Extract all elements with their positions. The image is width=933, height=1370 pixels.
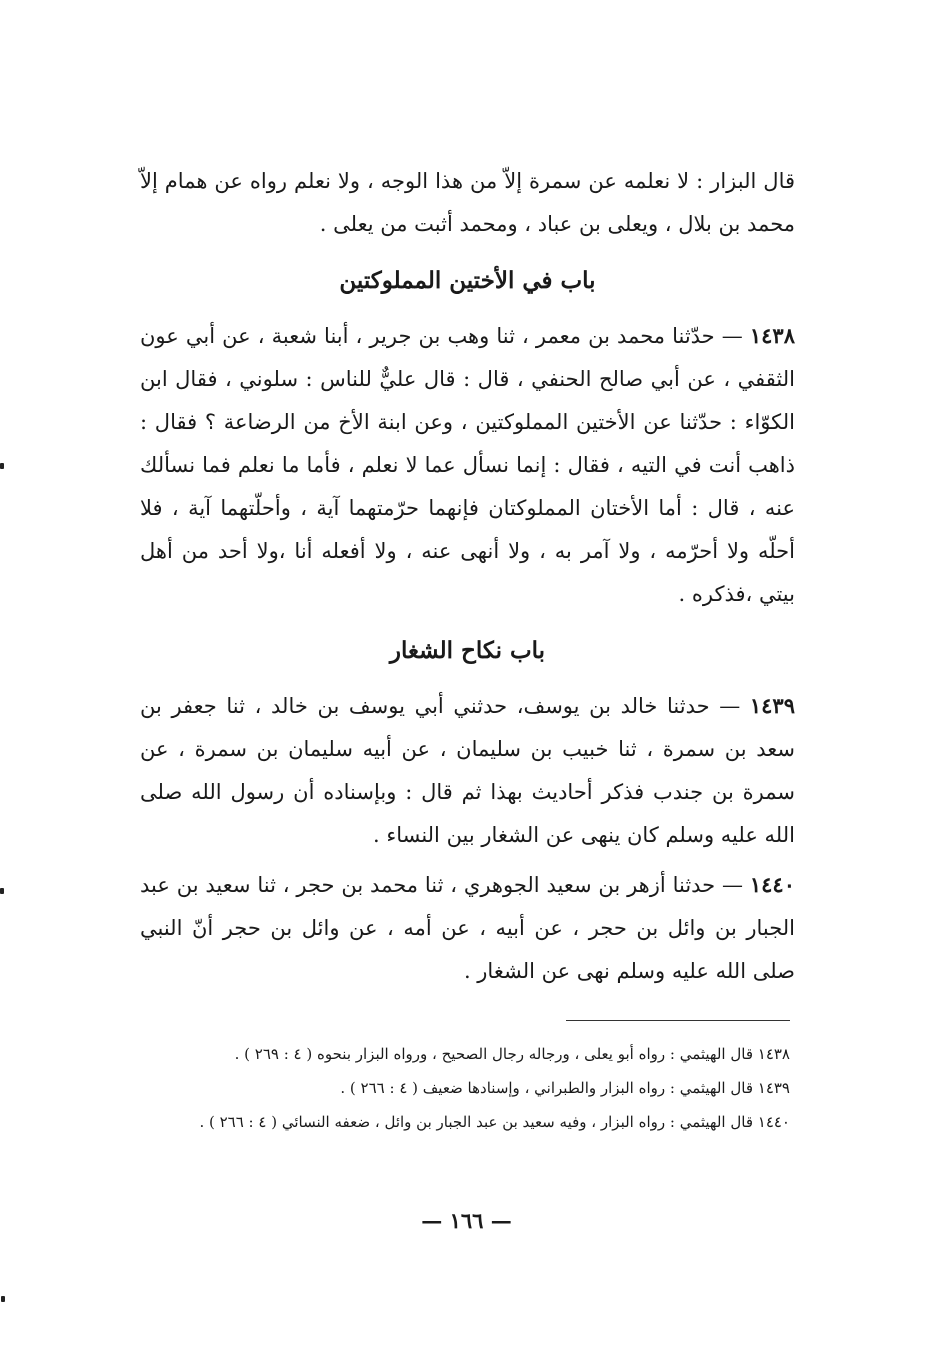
hadith-number: ١٤٤٠	[749, 872, 795, 897]
hadith-1440	[140, 863, 795, 993]
hadith-number: ١٤٣٨	[749, 323, 795, 348]
section-title-sisters: باب في الأختين المملوكتين	[339, 267, 596, 294]
hadith-1439	[140, 684, 795, 857]
footnote-divider	[566, 1020, 790, 1021]
scan-speck	[0, 463, 4, 469]
page-number: — ١٦٦ —	[421, 1208, 512, 1233]
footnote-1438: ١٤٣٨ قال الهيثمي : رواه أبو يعلى ، ورجاله رجال الصحيح ، ورواه البزار بنحوه ( ٤ : ٢٦٩ ) .	[234, 1045, 790, 1063]
footnotes	[150, 1040, 790, 1142]
hadith-text: — حدّثنا محمد بن معمر ، ثنا وهب بن جرير ، أبنا شعبة ، عن أبي عون الثقفي ، عن أبي صالح الحنفي ، قال : قال عليٌّ للناس : سلوني ، فقال ابن الكوّاء : حدّثنا عن الأختين المملوكتين ، وعن ابنة الأخ من الرضاعة ؟ فقال : ذاهب أنت في التيه ، فقال : إنما نسأل عما لا نعلم ، فأما ما نعلم فما نسألك عنه ، قال : أما الأختان المملوكتان فإنهما حرّمتهما آية ، وأحلّتهما آية ، فلا أحلّه ولا أحرّمه ، ولا آمر به ، ولا أنهى عنه ، ولا أفعله أنا ،ولا أحد من أهل بيتي ،فذكره .	[140, 324, 795, 606]
footnote-1439: ١٤٣٩ قال الهيثمي : رواه البزار والطبراني ، وإسنادها ضعيف ( ٤ : ٢٦٦ ) .	[340, 1079, 790, 1097]
hadith-1438	[140, 314, 795, 616]
hadith-number: ١٤٣٩	[749, 693, 795, 718]
footnote-1440: ١٤٤٠ قال الهيثمي : رواه البزار ، وفيه سعيد بن عبد الجبار بن وائل ، ضعفه النسائي ( ٤ : ٢٦٦ ) .	[199, 1113, 790, 1131]
hadith-text: — حدثنا أزهر بن سعيد الجوهري ، ثنا محمد بن حجر ، ثنا سعيد بن عبد الجبار بن وائل بن حجر ، عن أبيه ، عن أمه ، عن وائل بن حجر أنّ النبي صلى الله عليه وسلم نهى عن الشغار .	[140, 873, 795, 983]
hadith-text: — حدثنا خالد بن يوسف، حدثني أبي يوسف بن خالد ، ثنا جعفر بن سعد بن سمرة ، ثنا خبيب بن سليمان ، عن أبيه سليمان بن سمرة ، عن سمرة بن جندب فذكر أحاديث بهذا ثم قال : وبإسناده أن رسول الله صلى الله عليه وسلم كان ينهى عن الشغار بين النساء .	[140, 694, 795, 847]
intro-paragraph: قال البزار : لا نعلمه عن سمرة إلاّ من هذا الوجه ، ولا نعلم رواه عن همام إلاّ محمد بن بلال ، ويعلى بن عباد ، ومحمد أثبت من يعلى .	[140, 169, 795, 236]
section-title-shighar: باب نكاح الشغار	[389, 637, 546, 664]
scan-speck	[1, 1296, 5, 1302]
scan-speck	[0, 888, 4, 894]
main-text	[140, 160, 795, 993]
